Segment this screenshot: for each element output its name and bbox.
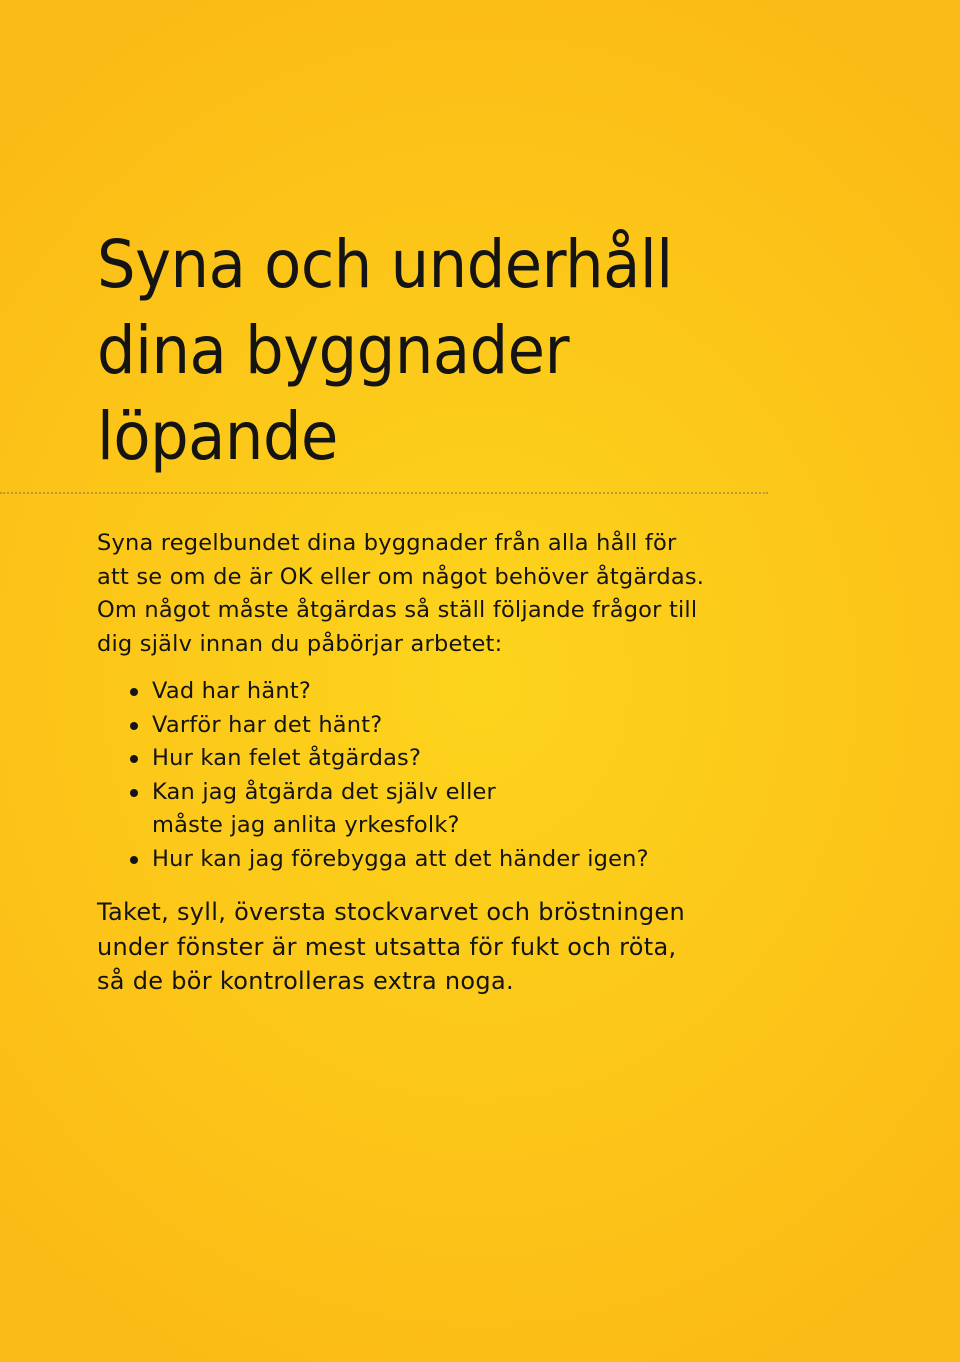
list-item [97,776,857,843]
question-list [97,675,857,876]
title-line: Syna och underhåll [97,226,673,303]
title-line: löpande [97,398,338,475]
list-item-text: Hur kan jag förebygga att det händer igen? [152,845,649,872]
list-item [97,742,857,776]
intro-line: Syna regelbundet dina byggnader från alla håll för [97,530,677,556]
list-item-text: Hur kan felet åtgärdas? [152,745,422,771]
intro-line: dig själv innan du påbörjar arbetet: [97,630,503,657]
closing-paragraph [97,895,877,999]
bullet-icon [130,755,138,763]
list-item [97,675,857,709]
closing-line: under fönster är mest utsatta för fukt och röta, [97,932,677,961]
list-item-text: Kan jag åtgärda det själv eller [152,778,497,805]
bullet-icon [130,722,138,730]
list-item [97,709,857,743]
list-item [97,843,857,877]
intro-paragraph [97,527,857,661]
list-item-text: måste jag anlita yrkesfolk? [152,812,460,838]
list-item-text: Varför har det hänt? [152,711,383,738]
closing-line: så de bör kontrolleras extra noga. [97,967,514,995]
page-title [97,222,796,480]
bullet-icon [130,856,138,864]
title-line: dina byggnader [97,312,570,389]
bullet-icon [130,688,138,696]
closing-line: Taket, syll, översta stockvarvet och bröstningen [97,898,686,926]
intro-line: Om något måste åtgärdas så ställ följande frågor till [97,597,698,623]
dotted-divider [0,492,768,494]
intro-line: att se om de är OK eller om något behöver åtgärdas. [97,563,705,590]
bullet-icon [130,789,138,797]
list-item-text: Vad har hänt? [152,678,311,704]
